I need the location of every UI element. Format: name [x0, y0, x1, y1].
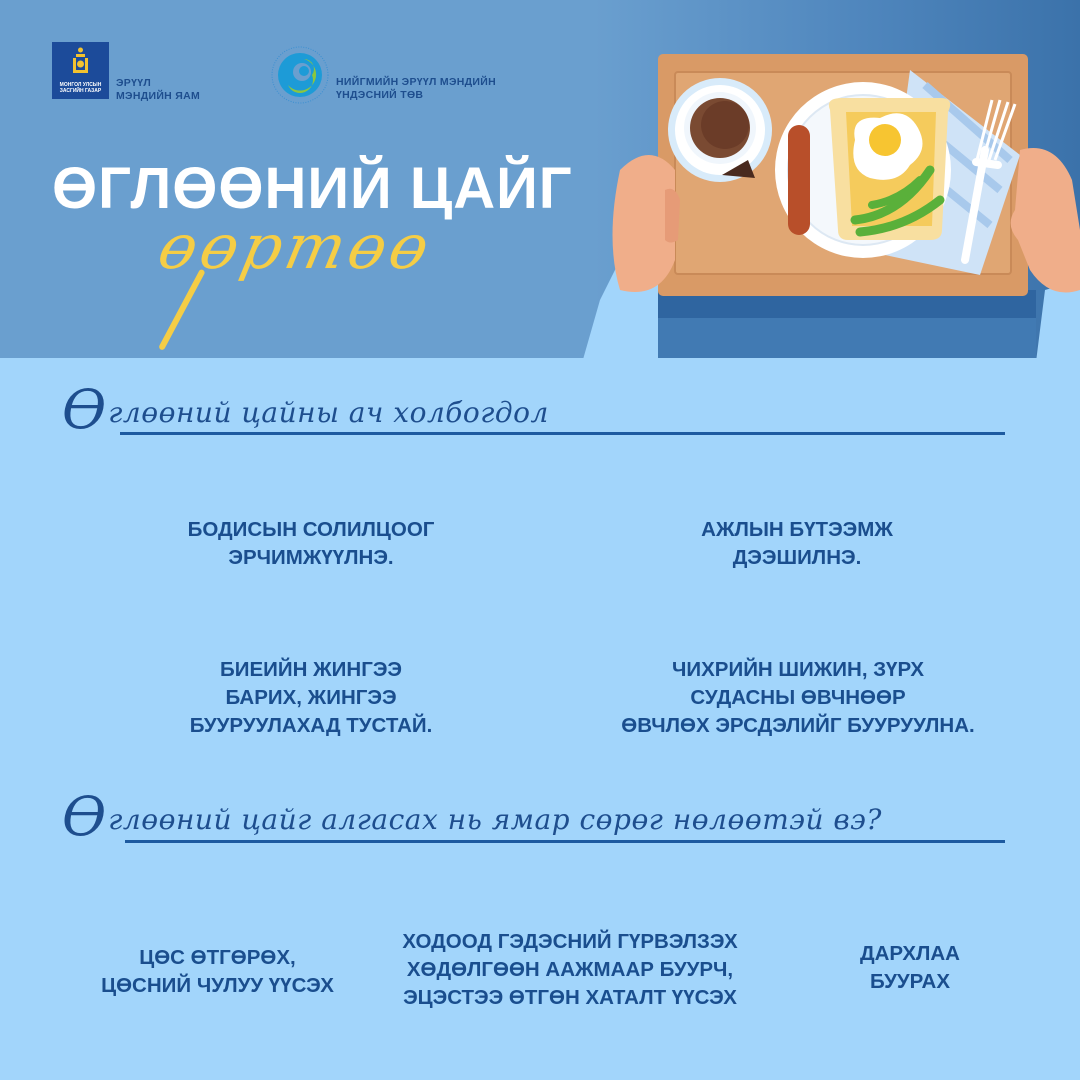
item-line: ЦӨСНИЙ ЧУЛУУ ҮҮСЭХ: [101, 974, 334, 997]
public-health-center-logo-icon: [270, 45, 330, 105]
soyombo-icon: [72, 47, 89, 77]
item-line: БУУРАХ: [869, 970, 951, 993]
benefit-item: [600, 656, 996, 740]
center-name: [336, 76, 496, 102]
effect-item: [100, 944, 335, 1000]
ministry-name: [116, 77, 200, 103]
item-line: ЦӨС ӨТГӨРӨХ,: [139, 946, 296, 969]
breakfast-tray-illustration: [580, 0, 1080, 358]
item-line: АЖЛЫН БҮТЭЭМЖ: [701, 518, 893, 541]
benefit-item: [168, 656, 454, 740]
item-line: ЭРЧИМЖҮҮЛНЭ.: [228, 546, 394, 569]
heading-text: глөөний цайны ач холбогдол: [108, 396, 549, 429]
item-line: ЧИХРИЙН ШИЖИН, ЗҮРХ: [671, 658, 925, 681]
government-emblem-logo: [52, 42, 109, 99]
item-line: ӨВЧЛӨХ ЭРСДЭЛИЙГ БУУРУУЛНА.: [621, 714, 975, 737]
heading-initial: Ө: [62, 378, 107, 441]
center-line-2: ҮНДЭСНИЙ ТӨВ: [336, 89, 424, 101]
header-banner: [0, 0, 1080, 358]
item-line: ДАРХЛАА: [860, 942, 960, 965]
item-line: БИЕИЙН ЖИНГЭЭ: [220, 658, 402, 681]
heading-underline: [125, 840, 1005, 843]
benefit-item: [168, 516, 454, 572]
ministry-line-1: ЭРҮҮЛ: [116, 77, 152, 89]
page-title: ӨГЛӨӨНИЙ ЦАЙГ: [52, 156, 573, 221]
section-heading-skipping-effects: [62, 785, 882, 848]
item-line: БУУРУУЛАХАД ТУСТАЙ.: [189, 714, 433, 737]
page-subtitle: өөртөө: [152, 210, 440, 283]
ministry-line-2: МЭНДИЙН ЯАМ: [116, 90, 201, 102]
item-line: ХОДООД ГЭДЭСНИЙ ГҮРВЭЛЗЭХ: [402, 930, 738, 953]
heading-initial: Ө: [62, 785, 107, 848]
center-line-1: НИЙГМИЙН ЭРҮҮЛ МЭНДИЙН: [336, 76, 496, 88]
emblem-caption: МОНГОЛ УЛСЫН ЗАСГИЙН ГАЗАР: [59, 82, 102, 94]
item-line: ДЭЭШИЛНЭ.: [732, 546, 862, 569]
effect-item: [840, 940, 980, 996]
item-line: БАРИХ, ЖИНГЭЭ: [225, 686, 397, 709]
item-line: ЭЦЭСТЭЭ ӨТГӨН ХАТАЛТ ҮҮСЭХ: [403, 986, 737, 1009]
item-line: СУДАСНЫ ӨВЧНӨӨР: [690, 686, 906, 709]
item-line: ХӨДӨЛГӨӨН ААЖМААР БУУРЧ,: [406, 958, 734, 981]
heading-text: глөөний цайг алгасах нь ямар сөрөг нөлөөтэй вэ?: [108, 803, 882, 836]
effect-item: [380, 928, 760, 1012]
benefit-item: [680, 516, 914, 572]
item-line: БОДИСЫН СОЛИЛЦООГ: [187, 518, 435, 541]
heading-underline: [120, 432, 1005, 435]
